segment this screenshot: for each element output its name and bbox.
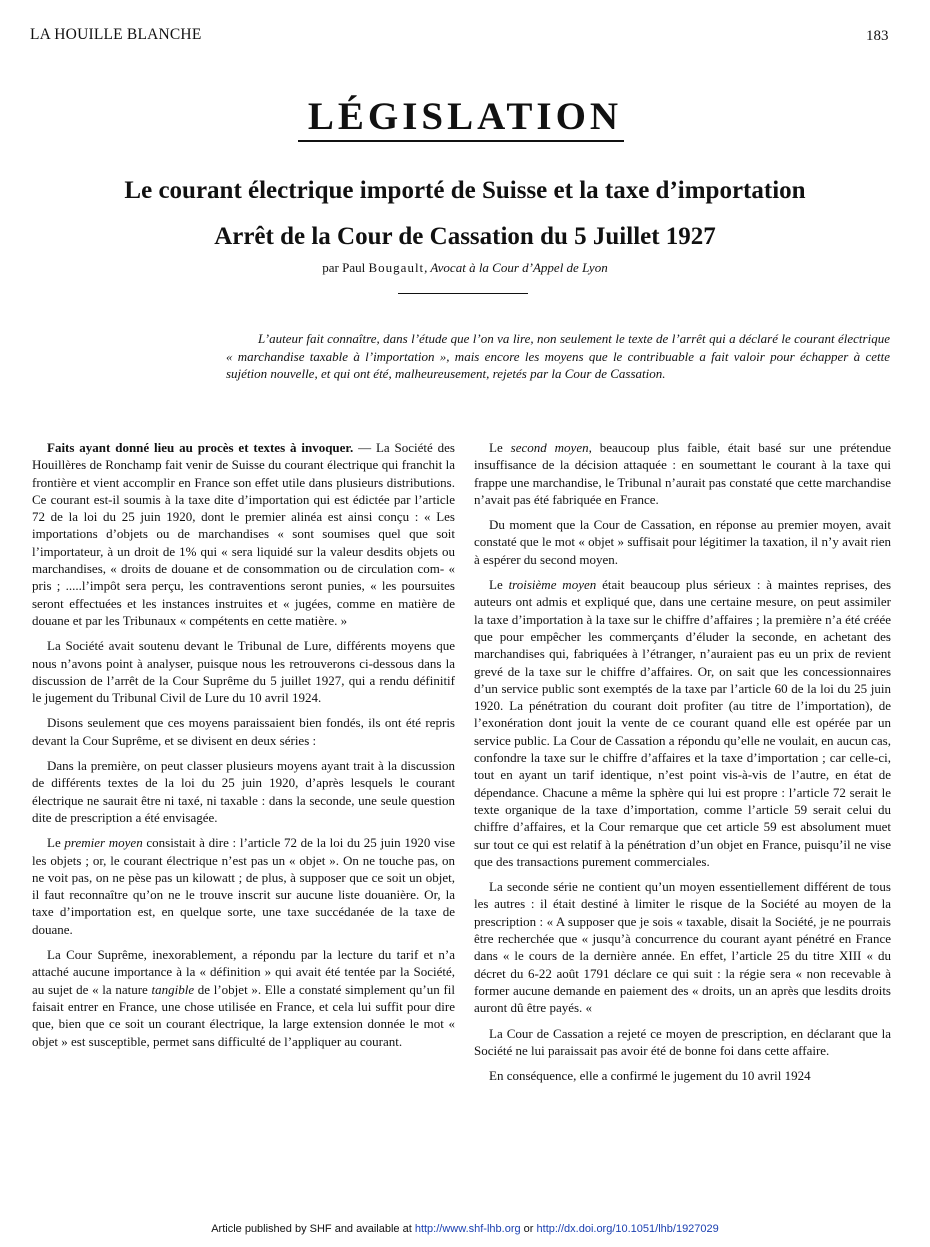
left-column	[32, 439, 455, 1058]
paragraph-lead: Faits ayant donné lieu au procès et textes à invoquer.	[47, 440, 354, 455]
paragraph	[474, 576, 891, 870]
paragraph: Dans la première, on peut classer plusieurs moyens ayant trait à la discussion de différents textes de la loi du 25 juin 1920, d’après lesquels le courant électrique ne saurait être ni taxé, ni taxable : dans la seconde, une seule question dite de prescription a été envisagée.	[32, 758, 455, 825]
paragraph: La seconde série ne contient qu’un moyen essentiellement différent de tous les autres : il était destiné à limiter le risque de la Société au moyen de la prescription : « A supposer que je sois « taxable, disait la Société, je ne pourrais être recherchée que « jusqu’à concurrence du courant ayant pénétré en France dans « le cours de la dernière année. En effet, l’article 25 du titre XIII « du décret du 6-22 août 1791 déclare ce qui suit : la régie sera « non recevable à former aucune demande en paiement des « droits, un an après que lesdits droits auront dû être payés. «	[474, 879, 891, 1016]
emphasis: second moyen	[510, 440, 589, 455]
emphasis: troisième moyen	[508, 577, 597, 593]
paragraph	[32, 834, 455, 938]
journal-name: LA HOUILLE BLANCHE	[30, 26, 202, 43]
author-affiliation: , Avocat à la Cour d’Appel de Lyon	[424, 260, 608, 275]
paragraph: Du moment que la Cour de Cassation, en réponse au premier moyen, avait constaté que le mot « objet » suffisait pour légitimer la taxation, il n’y avait rien à espérer du second moyen.	[474, 517, 891, 567]
author-line	[0, 260, 930, 276]
footer-text: or	[520, 1223, 537, 1235]
abstract-text: L’auteur fait connaître, dans l’étude que l’on va lire, non seulement le texte de l’arrêt qui a déclaré le courant électrique « marchandise taxable à l’importation », mais encore les moyens que le contribuable a fait valoir pour échapper à cette sujétion nouvelle, et qui ont été, malheureusement, rejetés par la Cour de Cassation.	[226, 331, 890, 382]
text-run: était beaucoup plus sérieux : à maintes reprises, des auteurs ont admis et expliqué que, dans une certaine mesure, on peut assimiler la taxe d’importation à la taxe sur le chiffre d’affaires ; la première n’a été créée que pour empêcher les commerçants d’éluder la seconde, en achetant des marchandises qui, fabriquées à l’étranger, n’auraient pas eu un prix de revient grevé de la taxe sur le chiffre d’affaires. Or, on sait que les concessionnaires d’un service public sont exemptés de la taxe par l’article 60 de la loi du 25 juin 1920. La pénétration du courant doit profiter (au titre de l’importation), de l’exonération dont jouit la vente de ce courant quand elle est opérée par un service public. La Cour de Cassation a répondu qu’elle ne voulait, en aucun cas, confondre la taxe sur le chiffre d’affaires et la taxe d’importation ; car celle-ci, tout en ayant un tarif identique, n’est point vis-à-vis de l’autre, en état de dépendance. Chacune a même la sphère qui lui est propre : l’article 72 serait le texte organique de la taxe d’importation, comme l’article 59 serait celui du chiffre d’affaires, et la Cour remarque que cet article 59 est absolument muet sur tout ce qui est relatif à la pénétration d’un objet en France, puisqu’il ne vise que des transactions purement commerciales.	[474, 577, 891, 869]
paragraph: En conséquence, elle a confirmé le jugement du 10 avril 1924	[489, 1068, 811, 1084]
paragraph	[32, 439, 455, 629]
paragraph: Disons seulement que ces moyens paraissaient bien fondés, ils ont été repris devant la Cour Suprême, et se divisent en deux séries :	[32, 715, 455, 748]
text-run: Le	[47, 835, 65, 851]
emphasis: premier moyen	[64, 835, 143, 851]
author-name: Bougault	[368, 260, 425, 275]
section-title: LÉGISLATION	[307, 95, 623, 138]
footer-text: Article published by SHF and available at	[211, 1223, 415, 1235]
publication-footer	[0, 1223, 930, 1235]
text-run: La Cour Suprême, inexorablement, a répondu par la lecture du tarif et n’a attaché aucune importance à la « définition » qui avait été tentée par la Société, au sujet de « la nature	[32, 947, 455, 997]
doi-link[interactable]: http://dx.doi.org/10.1051/lhb/1927029	[536, 1223, 719, 1235]
paragraph: La Société avait soutenu devant le Tribunal de Lure, différents moyens que nous n’avons point à analyser, puisque nous les retrouverons ci-dessous dans la discussion de l’arrêt de la Cour Suprême du 5 juillet 1927, qui a rendu définitif le jugement du Tribunal Civil de Lure du 10 avril 1924.	[32, 638, 455, 706]
text-run: de l’objet ». Elle a constaté simplement qu’un fil faisait entrer en France, une chose utilisée en France, et cela lui suffit pour dire que, bien que ce soit un courant électrique, la large extension donnée le mot « objet » est susceptible, permet sans difficulté de l’appliquer au courant.	[32, 981, 455, 1049]
page-number: 183	[866, 28, 889, 44]
abstract	[226, 330, 890, 383]
text-run: , beaucoup plus faible, était basé sur une prétendue insuffisance de la décision attaquée : en soumettant le courant à la taxe qui frappe une marchandise, le Tribunal n’aurait pas constaté que cette marchandise n’avait pas été fabriquée en France.	[474, 440, 891, 507]
emphasis: tangible	[151, 981, 195, 997]
right-column	[474, 439, 891, 1092]
text-run: consistait à dire : l’article 72 de la loi du 25 juin 1920 vise les objets ; or, le courant électrique n’est pas un « objet ». On ne touche pas, on ne voit pas, on ne pèse pas un kilowatt ; de plus, à supposer que ce soit un objet, il faut reconnaître qu’on ne le trouve inscrit sur aucune liste douanière. Or, la taxe d’importation est, en quelque sorte, une taxe succédanée de la taxe de douane.	[32, 835, 455, 937]
author-prefix: par Paul	[322, 260, 369, 275]
paragraph: La Cour de Cassation a rejeté ce moyen de prescription, en déclarant que la Société ne lui paraissait pas avoir été de bonne foi dans cette affaire.	[474, 1025, 891, 1058]
text-run: Le	[489, 577, 509, 593]
paragraph	[474, 439, 891, 508]
author-divider	[398, 293, 528, 294]
article-title-line1: Le courant électrique importé de Suisse et la taxe d’importation	[124, 177, 806, 204]
section-underline	[298, 140, 624, 142]
article-title-line2: Arrêt de la Cour de Cassation du 5 Juillet 1927	[214, 223, 716, 250]
text-run: Le	[489, 440, 511, 455]
paragraph-body: — La Société des Houillères de Ronchamp fait venir de Suisse du courant électrique qui franchit la frontière et vient accomplir en France son effet utile dans plusieurs distributions. Ce courant est-il soumis à la taxe dite d’importation qui est édictée par l’article 72 de la loi du 25 juin 1920, dont le premier alinéa est ainsi conçu : « Les importations d’objets ou de marchandises « sont soumises quel que soit l’importateur, à un droit de 1% qui « sera liquidé sur la valeur desdits objets ou marchandises, « droits de douane et de consommation ou de circulation com- « pris ; .....l’impôt sera perçu, les contraventions seront punies, « les poursuites seront effectuées et les instances instruites et « jugées, comme en matière de douane et par les Tribunaux « compétents en cette matière. »	[32, 440, 455, 628]
paragraph	[32, 946, 455, 1050]
shf-link[interactable]: http://www.shf-lhb.org	[414, 1223, 521, 1235]
